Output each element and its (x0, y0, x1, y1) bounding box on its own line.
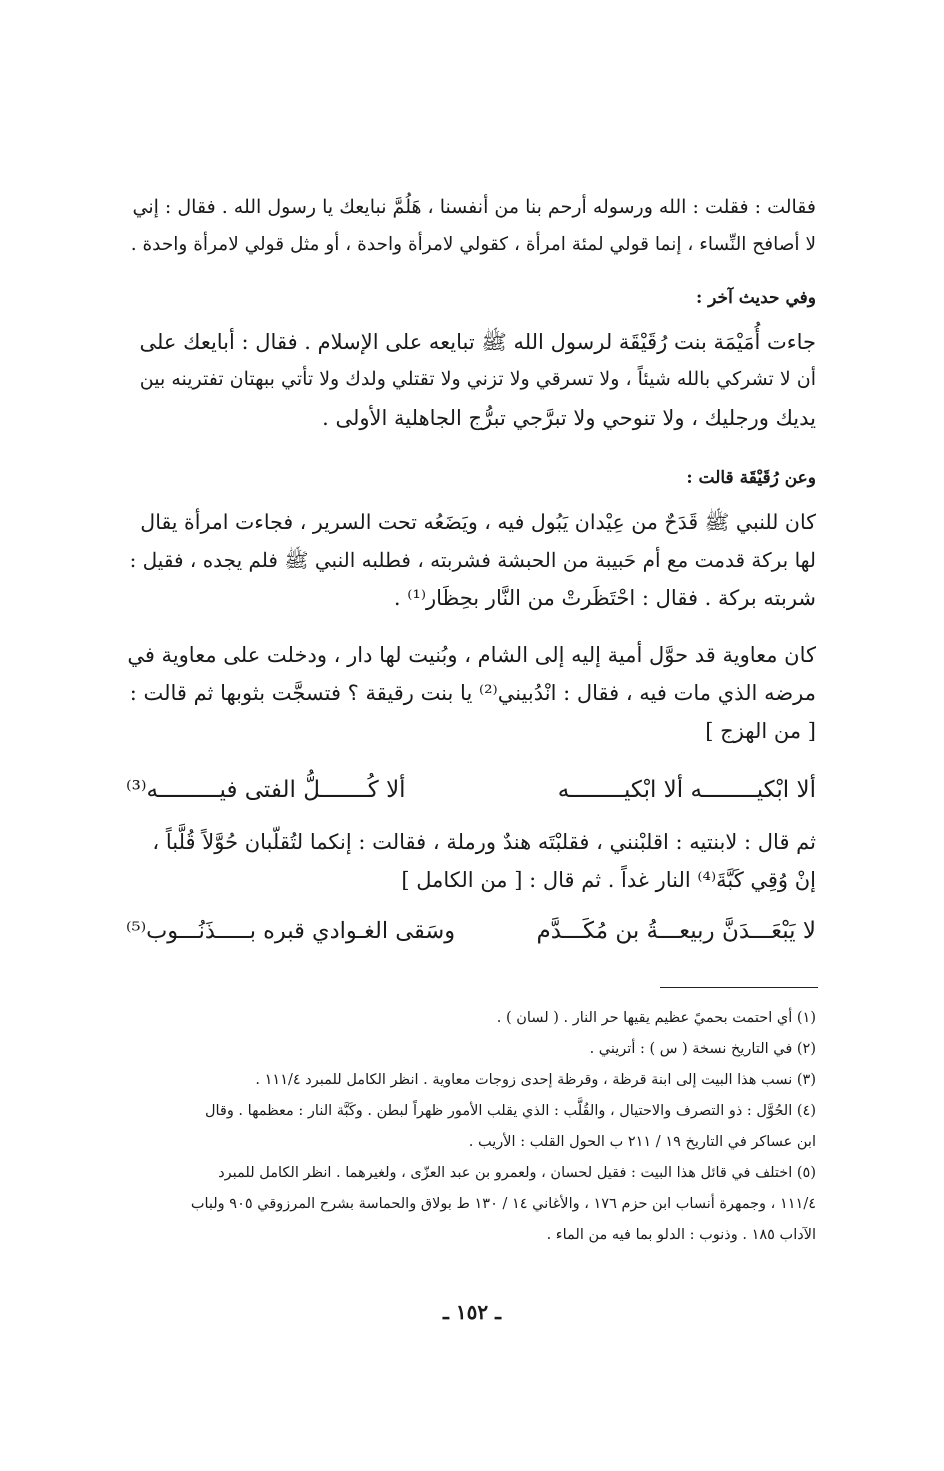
footnote-line: (٣) نسب هذا البيت إلى ابنة قرظة ، وقرظة إحدى زوجات معاوية . انظر الكامل للمبرد ١١١/٤ . (255, 1072, 816, 1088)
footnote-line: (١) أي احتمت بحميً عظيم يقيها حر النار . ( لسان ) . (496, 1010, 816, 1026)
first-hemistich: ألا ابْكيــــــــه ألا ابْكيــــــــه (557, 777, 816, 803)
second-hemistich: ألا كُـــــــلُّ الفتى فيـــــــــه⁽³⁾ (126, 777, 406, 803)
verse-line-1 (126, 777, 816, 817)
text-line: لها بركة قدمت مع أم حَبيبة من الحبشة فشربته ، فطلبه النبي ﷺ فلم يجده ، فقيل : (129, 548, 816, 572)
second-hemistich: وسَقى الغـوادي قبره بـــــذَنُـــوب⁽⁵⁾ (126, 918, 456, 944)
footnotes (126, 1010, 816, 1258)
text-line: يديك ورجليك ، ولا تنوحي ولا تبرَّجي تبرُّج الجاهلية الأولى . (322, 406, 816, 430)
text-line: ثم قال : لابنتيه : اقلبْنني ، فقلبْتَه هندٌ ورملة ، فقالت : إنكما لتُقلّبان حُوَّلاً قُلَّباً ، (152, 830, 816, 854)
paragraph-2 (126, 330, 816, 444)
page-number: ـ ١٥٢ ـ (443, 1300, 501, 1324)
footnote-separator (660, 987, 818, 988)
footnote-line: (٤) الحُوَّل : ذو التصرف والاحتيال ، والقُلَّب : الذي يقلب الأمور ظهراً لبطن . وكَبَّة النار : معظمها . وقال (204, 1103, 816, 1119)
meter-label: [ من الهزج ] (705, 719, 816, 743)
verse-line-2 (126, 918, 816, 958)
text-line: لا أصافح النِّساء ، إنما قولي لمئة امرأة ، كقولي لامرأة واحدة ، أو مثل قولي لامرأة واحدة . (130, 234, 816, 255)
paragraph-1 (126, 196, 816, 272)
footnote-line: (٢) في التاريخ نسخة ( س ) : أتريني . (589, 1041, 816, 1057)
paragraph-4 (126, 643, 816, 757)
section-heading (126, 288, 816, 318)
text-line: كان معاوية قد حوَّل أمية إليه إلى الشام ، وبُنيت لها دار ، ودخلت على معاوية في (127, 643, 816, 667)
section-heading (126, 468, 816, 498)
text-line: فقالت : فقلت : الله ورسوله أرحم بنا من أنفسنا ، هَلُمَّ نبايعك يا رسول الله . فقال : إني (132, 196, 816, 218)
paragraph-3 (126, 510, 816, 624)
text-line: جاءت أُمَيْمَة بنت رُقَيْقَة لرسول الله ﷺ تبايعه على الإسلام . فقال : أبايعك على (139, 330, 816, 354)
footnote-line: (٥) اختلف في قائل هذا البيت : فقيل لحسان ، ولعمرو بن عبد العزّى ، ولغيرهما . انظر الكامل للمبرد (218, 1165, 816, 1181)
text-line: إنْ وُقِي كَبَّةَ⁽⁴⁾ النار غداً . ثم قال : [ من الكامل ] (401, 868, 816, 892)
paragraph-5 (126, 830, 816, 906)
text-line: مرضه الذي مات فيه ، فقال : انْدُبيني⁽²⁾ يا بنت رقيقة ؟ فتسجَّت بثوبها ثم قالت : (129, 681, 816, 705)
text-line: كان للنبي ﷺ قَدَحٌ من عِيْدان يَبُول فيه ، ويَضَعُه تحت السرير ، فجاءت امرأة يقال (140, 510, 816, 534)
heading-text: وفي حديث آخر : (695, 288, 816, 308)
heading-text: وعن رُقَيْقَة قالت : (686, 468, 816, 488)
footnote-line: ١١١/٤ ، وجمهرة أنساب ابن حزم ١٧٦ ، والأغاني ١٤ / ١٣٠ ط بولاق والحماسة بشرح المرزوقي ٩٠٥ ولباب (190, 1196, 816, 1212)
first-hemistich: لا يَبْعَـــدَنَّ ربيعـــةُ بن مُكَـــدَّم (536, 918, 816, 944)
text-line: شربته بركة . فقال : احْتَظَرتْ من النَّار بحِظَار⁽¹⁾ . (393, 586, 816, 610)
footnote-line: الآداب ١٨٥ . وذنوب : الدلو بما فيه من الماء . (546, 1227, 816, 1243)
text-line: أن لا تشركي بالله شيئاً ، ولا تسرقي ولا تزني ولا تقتلي ولدك ولا تأتي ببهتان تفترينه بين (139, 368, 816, 390)
footnote-line: ابن عساكر في التاريخ ١٩ / ٢١١ ب الحول القلب : الأريب . (468, 1134, 816, 1150)
